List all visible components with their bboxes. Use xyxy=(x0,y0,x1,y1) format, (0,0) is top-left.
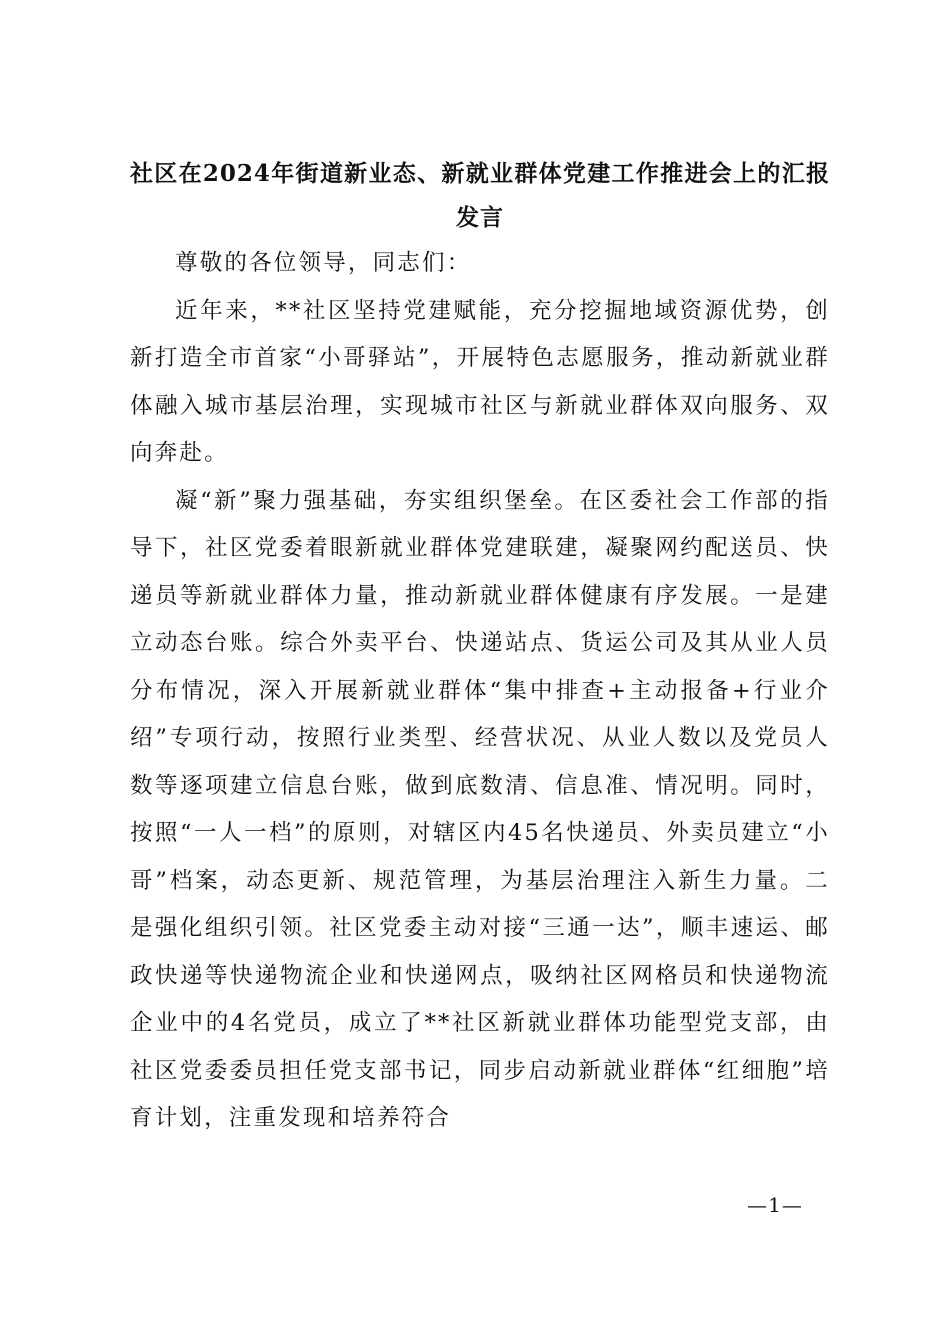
document-body xyxy=(130,152,830,1143)
paragraph-organization: 凝“新”聚力强基础，夯实组织堡垒。在区委社会工作部的指导下，社区党委着眼新就业群体党建联建，凝聚网约配送员、快递员等新就业群体力量，推动新就业群体健康有序发展。一是建立动态台账。综合外卖平台、快递站点、货运公司及其从业人员分布情况，深入开展新就业群体“集中排查+主动报备+行业介绍”专项行动，按照行业类型、经营状况、从业人数以及党员人数等逐项建立信息台账，做到底数清、信息准、情况明。同时，按照“一人一档”的原则，对辖区内45名快递员、外卖员建立“小哥”档案，动态更新、规范管理，为基层治理注入新生力量。二是强化组织引领。社区党委主动对接“三通一达”，顺丰速运、邮政快递等快递物流企业和快递网点，吸纳社区网格员和快递物流企业中的4名党员，成立了**社区新就业群体功能型党支部，由社区党委委员担任党支部书记，同步启动新就业群体“红细胞”培育计划，注重发现和培养符合 xyxy=(130,487,830,1131)
page-number: —1— xyxy=(747,1193,803,1217)
paragraph-intro: 近年来，**社区坚持党建赋能，充分挖掘地域资源优势，创新打造全市首家“小哥驿站”，开展特色志愿服务，推动新就业群体融入城市基层治理，实现城市社区与新就业群体双向服务、双向奔赴。 xyxy=(130,297,830,466)
salutation: 尊敬的各位领导，同志们： xyxy=(175,250,472,276)
document-title: 社区在2024年街道新业态、新就业群体党建工作推进会上的汇报发言 xyxy=(130,160,830,231)
